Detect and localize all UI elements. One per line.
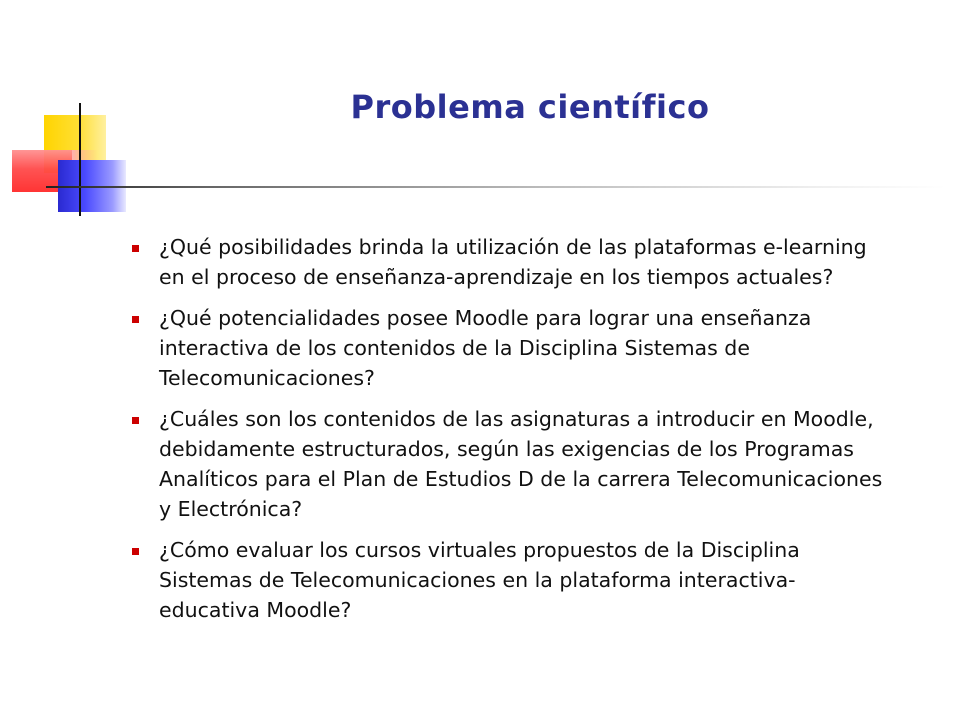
slide-title: Problema científico <box>350 88 710 126</box>
bullet-text: ¿Cómo evaluar los cursos virtuales propuestos de la Disciplina Sistemas de Telecomunicaciones en la plataforma interactiva-educativa Moodle? <box>159 538 800 622</box>
square-bullet-icon <box>132 245 139 252</box>
bullet-list <box>132 232 892 636</box>
vertical-rule-decoration <box>79 103 81 216</box>
bullet-text: ¿Cuáles son los contenidos de las asignaturas a introducir en Moodle, debidamente estructurados, según las exigencias de los Programas Analíticos para el Plan de Estudios D de la carrera Telecomunicaciones y Electrónica? <box>159 407 883 521</box>
bullet-text: ¿Qué potencialidades posee Moodle para lograr una enseñanza interactiva de los contenidos de la Disciplina Sistemas de Telecomunicaciones? <box>159 306 812 390</box>
bullet-item <box>132 303 892 393</box>
bullet-text: ¿Qué posibilidades brinda la utilización de las plataformas e-learning en el proceso de enseñanza-aprendizaje en los tiempos actuales? <box>159 235 867 289</box>
title-underline-rule <box>46 186 946 188</box>
square-bullet-icon <box>132 417 139 424</box>
square-bullet-icon <box>132 316 139 323</box>
bullet-item <box>132 535 892 625</box>
corner-decoration <box>0 0 180 230</box>
square-bullet-icon <box>132 548 139 555</box>
bullet-item <box>132 232 892 292</box>
bullet-item <box>132 404 892 524</box>
